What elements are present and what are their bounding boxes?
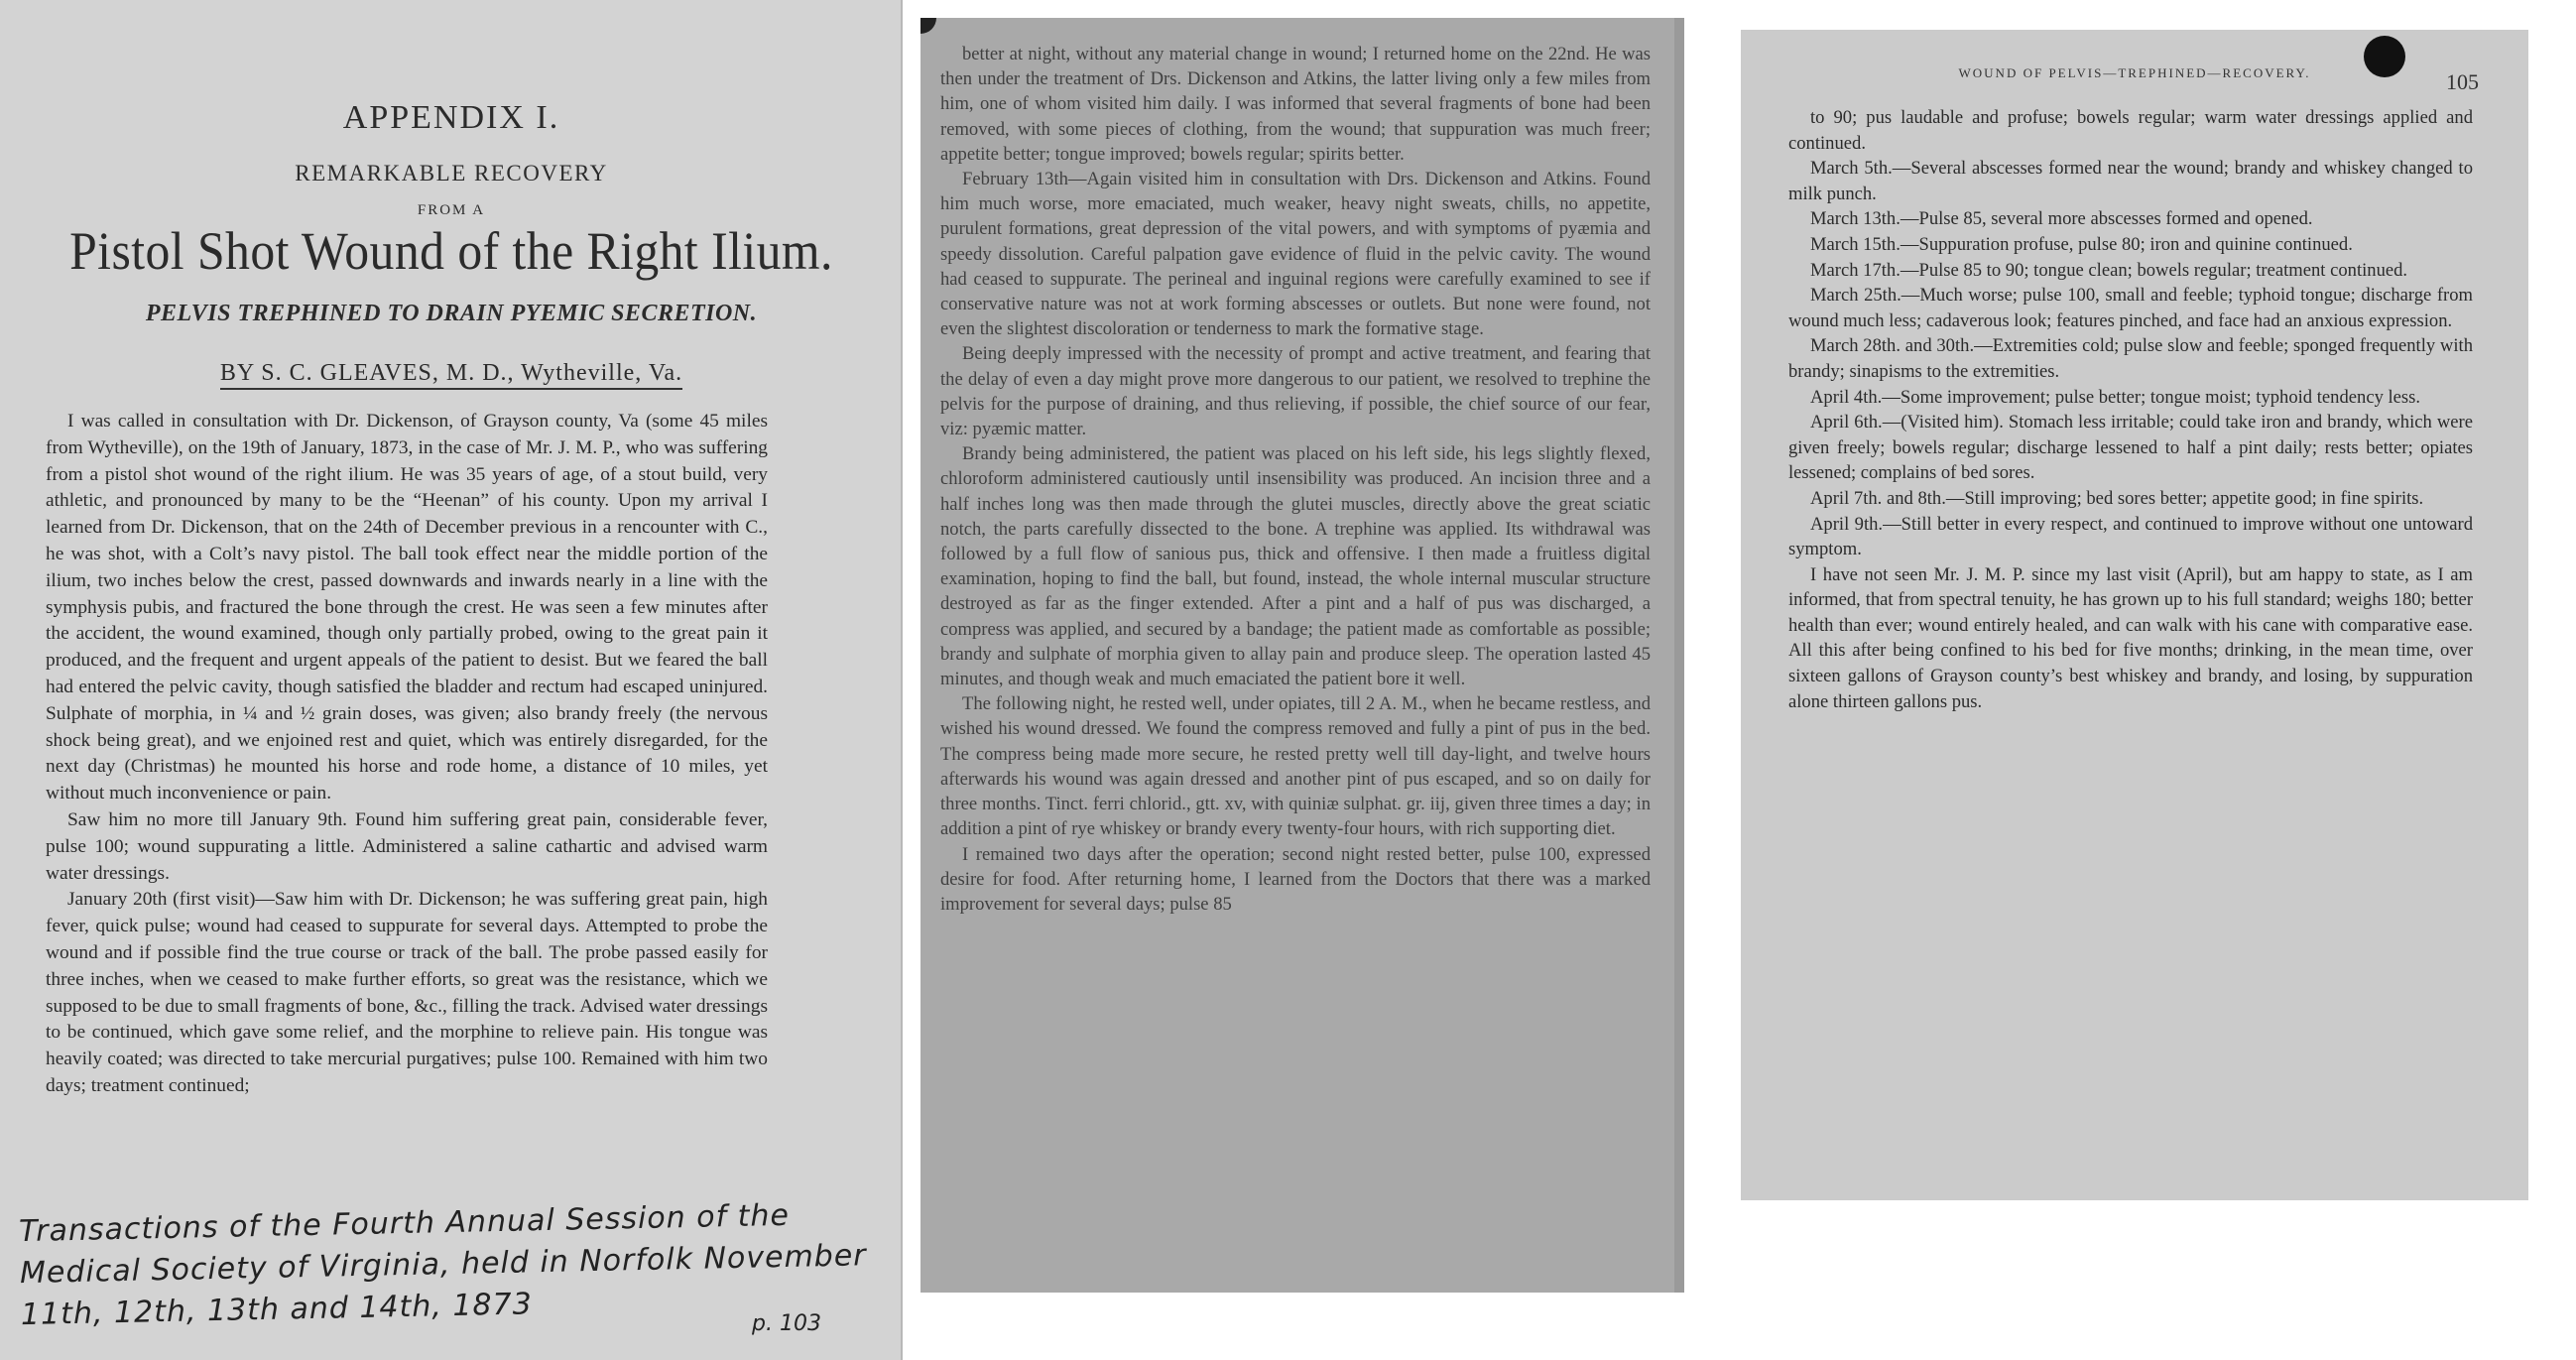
paragraph: The following night, he rested well, under opiates, till 2 A. M., when he became restless, and wished his wound dressed. We found the compress removed and fully a pint of pus in the bed. The compress being made more secure, he rested pretty well till day-light, and twelve hours afterwards his wound was again dressed and another pint of pus escaped, and so on daily for three months. Tinct. ferri chlorid., gtt. xv, with quiniæ sulphat. gr. iij, given three times a day; in addition a pint of rye whiskey or brandy every twenty-four hours, with rich supporting diet. <box>940 693 1651 840</box>
page-folio: 105 <box>2446 69 2479 94</box>
paragraph: I remained two days after the operation; second night rested better, pulse 100, expressed desire for food. After returning home, I learned from the Doctors that there was a marked improvement for several days; pulse 85 <box>940 843 1651 915</box>
handwritten-citation: Transactions of the Fourth Annual Session of the Medical Society of Virginia, held in Norfolk November 11th, 12th, 13th and 14th, 1873 <box>18 1197 867 1333</box>
page-3 <box>1741 30 2528 1200</box>
running-head: WOUND OF PELVIS—TREPHINED—RECOVERY. <box>1958 65 2311 80</box>
article-title: Pistol Shot Wound of the Right Ilium. <box>69 221 833 281</box>
paragraph: Saw him no more till January 9th. Found him suffering great pain, considerable fever, pulse 100; wound suppurating a little. Administered a saline cathartic and advised warm water dressings. <box>46 808 768 884</box>
paragraph: March 17th.—Pulse 85 to 90; tongue clean; bowels regular; treatment continued. <box>1810 259 2408 281</box>
paragraph: to 90; pus laudable and profuse; bowels regular; warm water dressings applied and continued. <box>1788 107 2473 154</box>
paragraph: I have not seen Mr. J. M. P. since my last visit (April), but am happy to state, as I am informed, that from spectral tenuity, he has grown up to his full standard; weighs 180; better health than ever; wound entirely healed, and can walk with his cane with comparative ease. All this after being confined to his bed for five months; drinking, in the mean time, over sixteen gallons of Grayson county’s best whiskey and brandy, and losing, by suppuration alone thirteen gallons pus. <box>1788 563 2473 712</box>
article-subtitle: PELVIS TREPHINED TO DRAIN PYEMIC SECRETION. <box>145 301 758 326</box>
paragraph: March 5th.—Several abscesses formed near the wound; brandy and whiskey changed to milk punch. <box>1788 158 2473 204</box>
paragraph: Brandy being administered, the patient was placed on his left side, his legs slightly flexed, chloroform administered cautiously until insensibility was produced. An incision three and a half inches long was then made through the glutei muscles, directly above the great sciatic notch, the parts carefully dissected to the bone. A trephine was applied. Its withdrawal was followed by a full flow of sanious pus, thick and offensive. I then made a fruitless digital examination, hoping to find the ball, but found, instead, the whole internal muscular structure destroyed as far as the finger extended. After a pint and a half of pus was discharged, a compress was applied, and secured by a bandage; the patient made as comfortable as possible; brandy and sulphate of morphia given to allay pain and produce sleep. The operation lasted 45 minutes, and though weak and much emaciated the patient bore it well. <box>940 443 1651 690</box>
page-1-body <box>46 409 768 1100</box>
page-3-body <box>1788 105 2473 714</box>
paragraph: April 9th.—Still better in every respect, and continued to improve without one untoward symptom. <box>1788 513 2473 560</box>
page-2 <box>920 18 1684 1293</box>
paragraph: better at night, without any material change in wound; I returned home on the 22nd. He was then under the treatment of Drs. Dickenson and Atkins, the latter living only a few miles from him, one of whom visited him daily. I was informed that several fragments of bone had been removed, with some pieces of clothing, from the wound; that suppuration was much freer; appetite better; tongue improved; bowels regular; spirits better. <box>940 44 1651 165</box>
paragraph: I was called in consultation with Dr. Dickenson, of Grayson county, Va (some 45 miles from Wytheville), on the 19th of January, 1873, in the case of Mr. J. M. P., who was suffering from a pistol shot wound of the right ilium. He was 35 years of age, of a stout build, very athletic, and pronounced by many to be the “Heenan” of his county. Upon my arrival I learned from Dr. Dickenson, that on the 24th of December previous in a rencounter with C., he was shot, with a Colt’s navy pistol. The ball took effect near the middle portion of the ilium, two inches below the crest, passed downwards and inwards nearly in a line with the symphysis pubis, and fractured the bone through the crest. He was seen a few minutes after the accident, the wound examined, though only partially probed, owing to the great pain it produced, and the frequent and urgent appeals of the patient to desist. But we feared the ball had entered the pelvic cavity, though satisfied the bladder and rectum had escaped uninjured. Sulphate of morphia, in ¼ and ½ grain doses, was given; also brandy freely (the nervous shock being great), and we enjoined rest and quiet, which was entirely disregarded, for the next day (Christmas) he mounted his horse and rode home, a distance of 10 miles, yet without much inconvenience or pain. <box>46 411 768 804</box>
punch-hole-mark <box>920 18 936 34</box>
binding-edge <box>1674 18 1684 1293</box>
paragraph: January 20th (first visit)—Saw him with Dr. Dickenson; he was suffering great pain, high fever, quick pulse; wound had ceased to suppurate for several days. Attempted to probe the wound and if possible find the true course or track of the ball. The probe passed easily for three inches, when we ceased to make further efforts, so great was the resistance, which we supposed to be due to small fragments of bone, &c., filling the track. Advised water dressings to be continued, which gave some relief, and the morphine to relieve pain. His tongue was heavily coated; was directed to take mercurial purgatives; pulse 100. Remained with him two days; treatment continued; <box>46 889 768 1096</box>
paragraph: April 4th.—Some improvement; pulse better; tongue moist; typhoid tendency less. <box>1810 386 2421 408</box>
paragraph: March 15th.—Suppuration profuse, pulse 80; iron and quinine continued. <box>1810 233 2353 255</box>
paragraph: Being deeply impressed with the necessity of prompt and active treatment, and fearing that the delay of even a day might prove more dangerous to our patient, we resolved to trephine the pelvis for the purpose of draining, and thus relieving, if possible, the chief source of our fear, viz: pyæmic matter. <box>940 343 1651 440</box>
from-a-line: FROM A <box>417 202 486 218</box>
byline <box>0 360 903 387</box>
page-1 <box>0 0 903 1360</box>
paragraph: March 25th.—Much worse; pulse 100, small and feeble; typhoid tongue; discharge from wound much less; cadaverous look; features pinched, and face had an anxious expression. <box>1788 285 2473 331</box>
remarkable-recovery-heading: REMARKABLE RECOVERY <box>295 161 608 185</box>
paragraph: April 6th.—(Visited him). Stomach less irritable; could take iron and brandy, which were given freely; bowels regular; discharge lessened to half a pint daily; rests better; opiates lessened; complains of bed sores. <box>1788 412 2473 484</box>
paragraph: March 13th.—Pulse 85, several more abscesses formed and opened. <box>1810 208 2313 230</box>
page-2-body <box>940 42 1651 917</box>
appendix-heading: APPENDIX I. <box>342 99 560 136</box>
paragraph: February 13th—Again visited him in consultation with Drs. Dickenson and Atkins. Found him much worse, more emaciated, much weaker, heavy night sweats, chills, no appetite, purulent formations, great depression of the vital powers, and with symptoms of pyæmia and speedy dissolution. Careful palpation gave evidence of fluid in the pelvic cavity. The wound had ceased to suppurate. The perineal and inguinal regions were carefully examined to see if conservative nature was not at work forming abscesses or outlets. But none were found, not even the slightest discoloration or tenderness to mark the formative stage. <box>940 169 1651 340</box>
paragraph: April 7th. and 8th.—Still improving; bed sores better; appetite good; in fine spirits. <box>1810 487 2424 509</box>
byline-text: BY S. C. GLEAVES, M. D., Wytheville, Va. <box>220 360 682 390</box>
handwritten-page-number: p. 103 <box>752 1311 821 1336</box>
paragraph: March 28th. and 30th.—Extremities cold; pulse slow and feeble; sponged frequently with brandy; sinapisms to the extremities. <box>1788 335 2473 382</box>
